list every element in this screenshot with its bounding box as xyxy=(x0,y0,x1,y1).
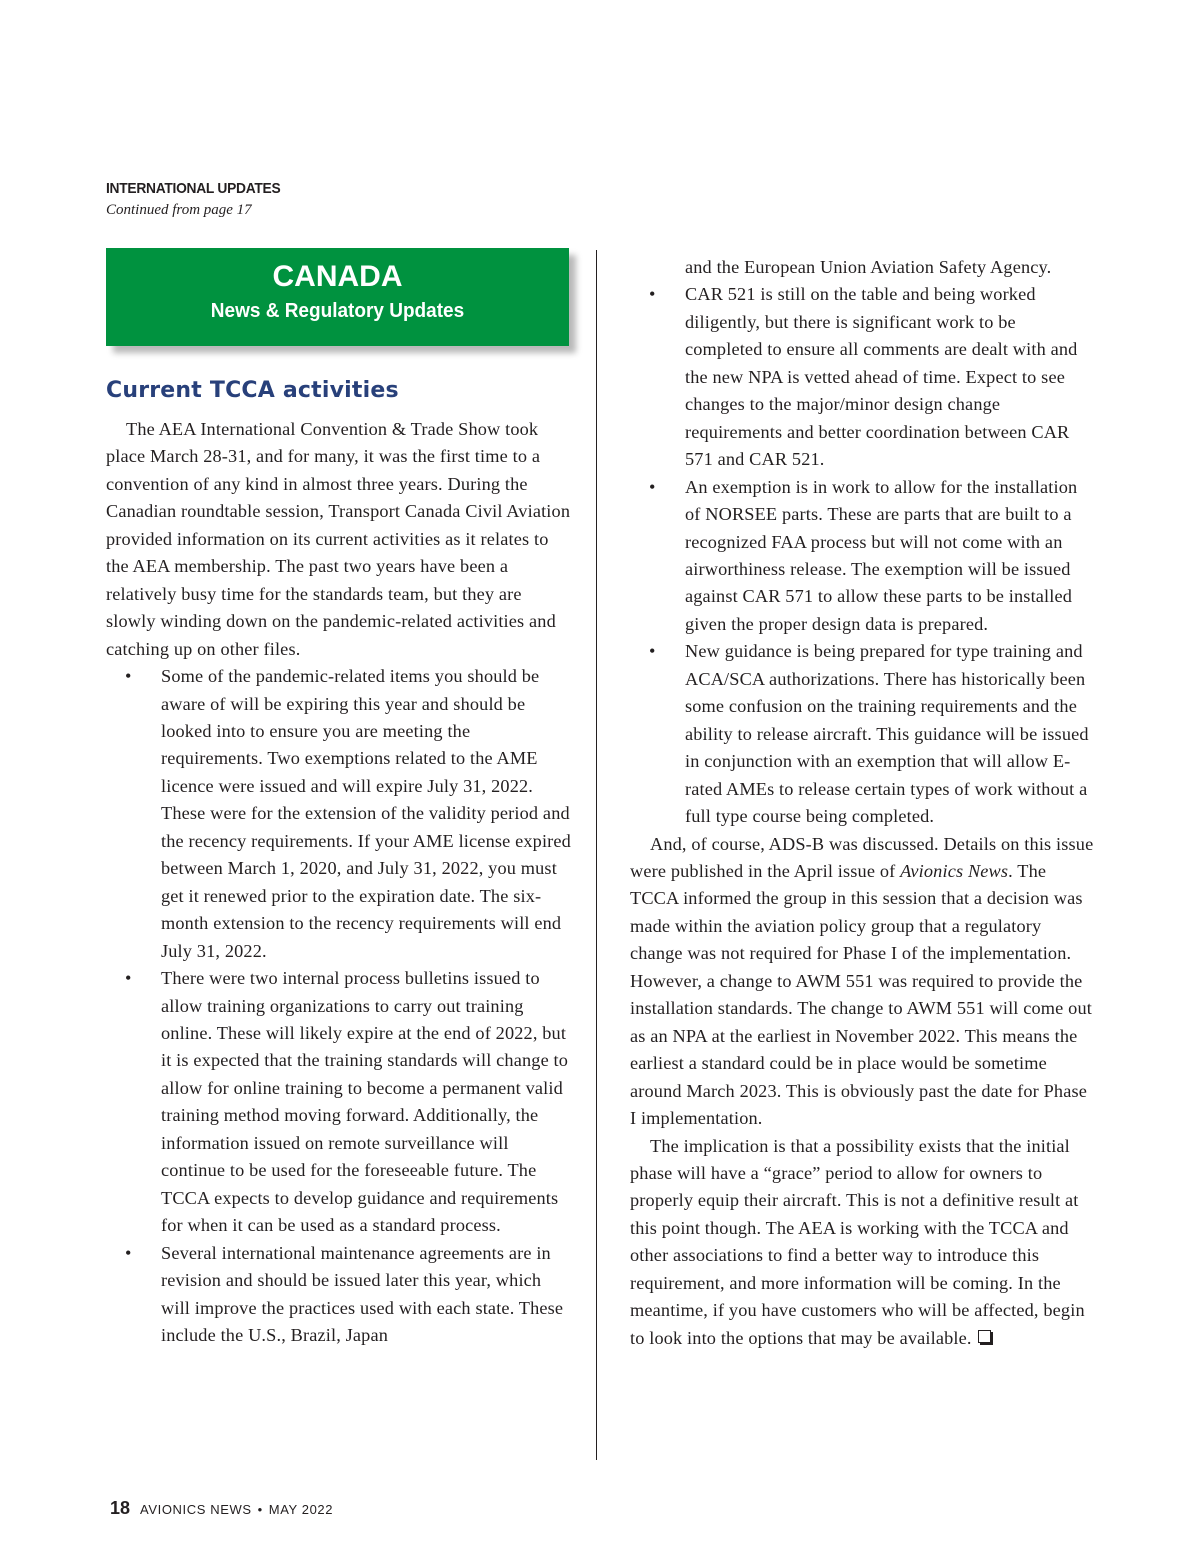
bullet-item: • Several international maintenance agreements are in revision and should be issued later this year, which will improve the practices used with each state. These include the U.S., Brazil, Japan xyxy=(106,1240,572,1350)
canada-banner xyxy=(106,248,569,346)
section-label: INTERNATIONAL UPDATES xyxy=(106,180,281,197)
page-number: 18 xyxy=(110,1498,131,1518)
article-heading: Current TCCA activities xyxy=(106,378,399,403)
footer-separator: • xyxy=(257,1502,263,1517)
issue-date: MAY 2022 xyxy=(268,1502,334,1517)
bullet-continuation: and the European Union Aviation Safety Agency. xyxy=(685,257,1052,277)
banner-subtitle: News & Regulatory Updates xyxy=(210,300,465,322)
intro-paragraph: The AEA International Convention & Trade Show took place March 28-31, and for many, it was the first time to a convention of any kind in almost three years. During the Canadian roundtable session, Transport Canada Civil Aviation provided information on its current activities as it relates to the AEA membership. The past two years have been a relatively busy time for the standards team, but they are slowly winding down on the pandemic-related activities and catching up on other files. xyxy=(106,419,571,659)
right-column xyxy=(630,254,1096,1352)
publication-name: AVIONICS NEWS xyxy=(140,1502,252,1517)
continued-note: Continued from page 17 xyxy=(106,202,252,218)
end-of-article-icon xyxy=(978,1330,991,1343)
right-bullet-list xyxy=(630,281,1096,830)
left-column xyxy=(106,416,572,1349)
bullet-item: • New guidance is being prepared for type training and ACA/SCA authorizations. There has historically been some confusion on the training requirements and the ability to release aircraft. This guidance will be issued in conjunction with an exemption that will allow E-rated AMEs to release certain types of work without a full type course being completed. xyxy=(630,638,1096,830)
adsb-paragraph xyxy=(630,831,1096,1133)
publication-title: Avionics News xyxy=(900,860,1009,881)
column-divider xyxy=(596,250,597,1460)
final-paragraph xyxy=(630,1133,1096,1353)
banner-title: CANADA xyxy=(272,260,403,293)
left-bullet-list xyxy=(106,663,572,1349)
adsb-text-after: . The TCCA informed the group in this session that a decision was made within the aviation policy group that a regulatory change was not required for Phase I of the implementation. However, a change to AWM 551 was required to provide the installation standards. The change to AWM 551 will come out as an NPA at the earliest in November 2022. This means the earliest a standard could be in place would be sometime around March 2023. This is obviously past the date for Phase I implementation. xyxy=(630,860,1092,1129)
adsb-text-before: And, of course, ADS-B was discussed. Details on this issue were published in the April issue of xyxy=(630,833,1094,881)
bullet-item: • An exemption is in work to allow for the installation of NORSEE parts. These are parts that are built to a recognized FAA process but will not come with an airworthiness release. The exemption will be issued against CAR 571 to allow these parts to be installed given the proper design data is prepared. xyxy=(630,474,1096,639)
final-text: The implication is that a possibility exists that the initial phase will have a “grace” period to allow for owners to properly equip their aircraft. This is not a definitive result at this point though. The AEA is working with the TCCA and other associations to find a better way to introduce this requirement, and more information will be coming. In the meantime, if you have customers who will be affected, begin to look into the options that may be available. xyxy=(630,1135,1085,1348)
bullet-item: • CAR 521 is still on the table and being worked diligently, but there is significant work to be completed to ensure all comments are dealt with and the new NPA is vetted ahead of time. Expect to see changes to the major/minor design change requirements and better coordination between CAR 571 and CAR 521. xyxy=(630,281,1096,473)
page-footer xyxy=(110,1498,333,1519)
bullet-item: • Some of the pandemic-related items you should be aware of will be expiring this year and should be looked into to ensure you are meeting the requirements. Two exemptions related to the AME licence were issued and will expire July 31, 2022. These were for the extension of the validity period and the recency requirements. If your AME license expired between March 1, 2020, and July 31, 2022, you must get it renewed prior to the expiration date. The six-month extension to the recency requirements will end July 31, 2022. xyxy=(106,663,572,965)
bullet-item: • There were two internal process bulletins issued to allow training organizations to carry out training online. These will likely expire at the end of 2022, but it is expected that the training standards will change to allow for online training to become a permanent valid training method moving forward. Additionally, the information issued on remote surveillance will continue to be used for the foreseeable future. The TCCA expects to develop guidance and requirements for when it can be used as a standard process. xyxy=(106,965,572,1240)
